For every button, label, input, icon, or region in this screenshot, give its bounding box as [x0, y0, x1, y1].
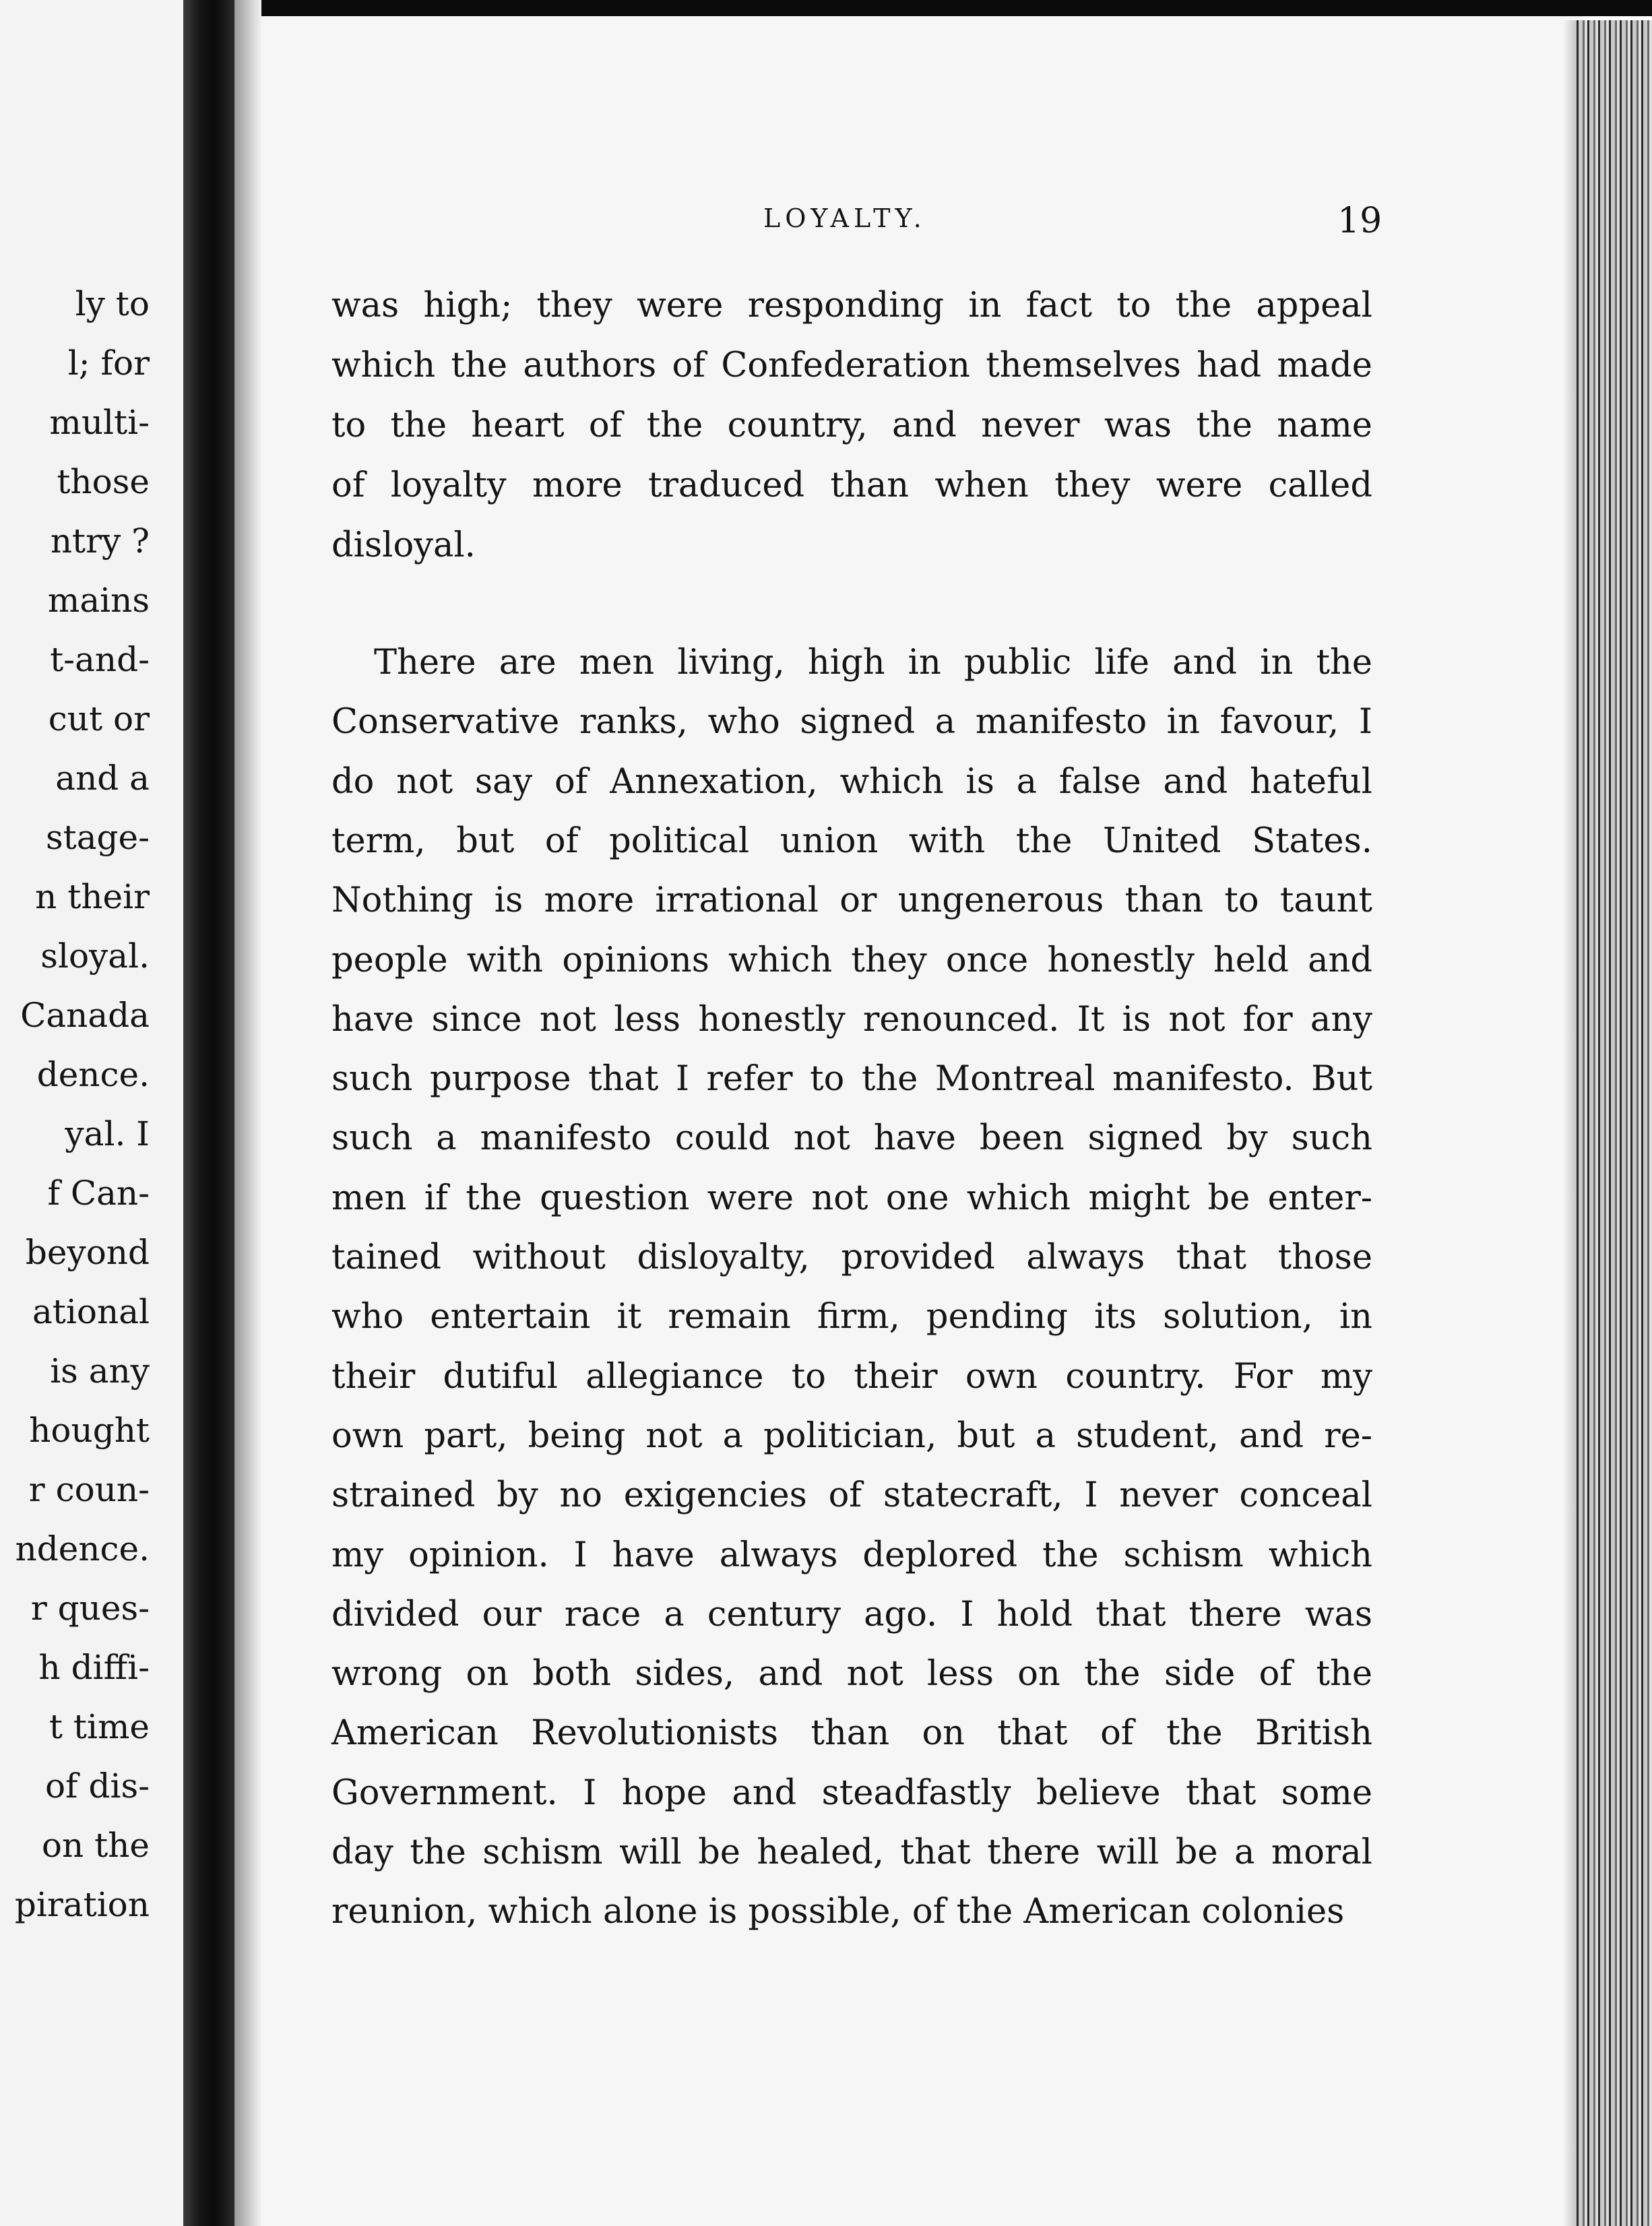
left-page-line: ly to — [75, 284, 150, 323]
left-page-line: r ques- — [30, 1589, 150, 1628]
left-page-line: ndence. — [15, 1529, 150, 1568]
body-line: American Revolutionists than on that of the British — [331, 1713, 1372, 1754]
body-line: There are men living, high in public life and in the — [374, 643, 1372, 682]
left-page-line: l; for — [67, 344, 150, 383]
body-line: such a manifesto could not have been signed by such — [331, 1118, 1372, 1159]
left-page-line: sloyal. — [40, 936, 150, 976]
left-page-line: h diffi- — [38, 1648, 150, 1687]
left-page-line: multi- — [49, 403, 150, 442]
body-line: Government. I hope and steadfastly believe that some — [331, 1773, 1372, 1813]
body-line: of loyalty more traduced than when they were called — [331, 466, 1372, 505]
left-page-line: mains — [47, 581, 150, 620]
left-page-line: yal. I — [65, 1114, 150, 1153]
gutter-shading — [234, 0, 261, 2226]
running-head-title: LOYALTY. — [763, 203, 926, 233]
body-line: do not say of Annexation, which is a false and hateful — [331, 761, 1372, 802]
left-page-line: n their — [35, 877, 150, 916]
body-line: Nothing is more irrational or ungenerous than to taunt — [331, 881, 1372, 921]
left-page-line: cut or — [48, 699, 150, 738]
left-page-line: is any — [50, 1352, 150, 1391]
body-line: my opinion. I have always deplored the schism which — [331, 1535, 1372, 1575]
left-page-line: Canada — [20, 996, 150, 1035]
left-page-line: r coun- — [28, 1470, 150, 1509]
left-page-line: stage- — [45, 818, 150, 857]
left-page-line: f Can- — [47, 1174, 150, 1213]
page-edges — [1577, 20, 1652, 2226]
left-page-line: ntry ? — [50, 521, 150, 561]
body-line: tained without disloyalty, provided always that those — [331, 1238, 1372, 1277]
body-line: disloyal. — [331, 526, 476, 565]
body-line: divided our race a century ago. I hold that there was — [331, 1594, 1372, 1634]
body-line: own part, being not a politician, but a student, and re- — [331, 1416, 1372, 1456]
left-page-line: ational — [32, 1292, 150, 1331]
left-page-line: beyond — [25, 1233, 150, 1272]
body-line: men if the question were not one which might be enter- — [331, 1178, 1372, 1218]
body-line: was high; they were responding in fact to the appeal — [331, 286, 1372, 325]
page-number: 19 — [1337, 201, 1383, 241]
left-page-line: and a — [55, 759, 150, 798]
left-page-line: hought — [29, 1411, 150, 1450]
body-line: Conservative ranks, who signed a manifesto in favour, I — [331, 702, 1372, 742]
body-line: people with opinions which they once honestly held and — [331, 940, 1372, 980]
body-line: have since not less honestly renounced. It is not for any — [331, 999, 1372, 1040]
body-line: such purpose that I refer to the Montreal manifesto. But — [331, 1059, 1372, 1100]
body-line: term, but of political union with the United States. — [331, 821, 1372, 861]
body-line: reunion, which alone is possible, of the American colonies — [331, 1892, 1345, 1932]
left-page-line: those — [57, 462, 150, 501]
left-page-line: t time — [49, 1707, 150, 1746]
left-facing-page — [0, 0, 183, 2226]
body-line: which the authors of Confederation themselves had made — [331, 346, 1372, 385]
left-page-line: t-and- — [50, 640, 150, 679]
body-line: strained by no exigencies of statecraft, I never conceal — [331, 1475, 1372, 1516]
left-page-line: dence. — [36, 1055, 150, 1094]
book-gutter — [183, 0, 234, 2226]
left-page-line: on the — [41, 1826, 150, 1865]
body-line: day the schism will be healed, that there will be a moral — [331, 1833, 1372, 1872]
body-line: who entertain it remain firm, pending its solution, in — [331, 1297, 1372, 1337]
left-page-line: piration — [14, 1885, 150, 1924]
left-page-line: of dis- — [44, 1767, 150, 1806]
body-line: to the heart of the country, and never was the name — [331, 406, 1372, 445]
body-line: wrong on both sides, and not less on the side of the — [331, 1654, 1372, 1694]
body-line: their dutiful allegiance to their own country. For my — [331, 1356, 1372, 1397]
